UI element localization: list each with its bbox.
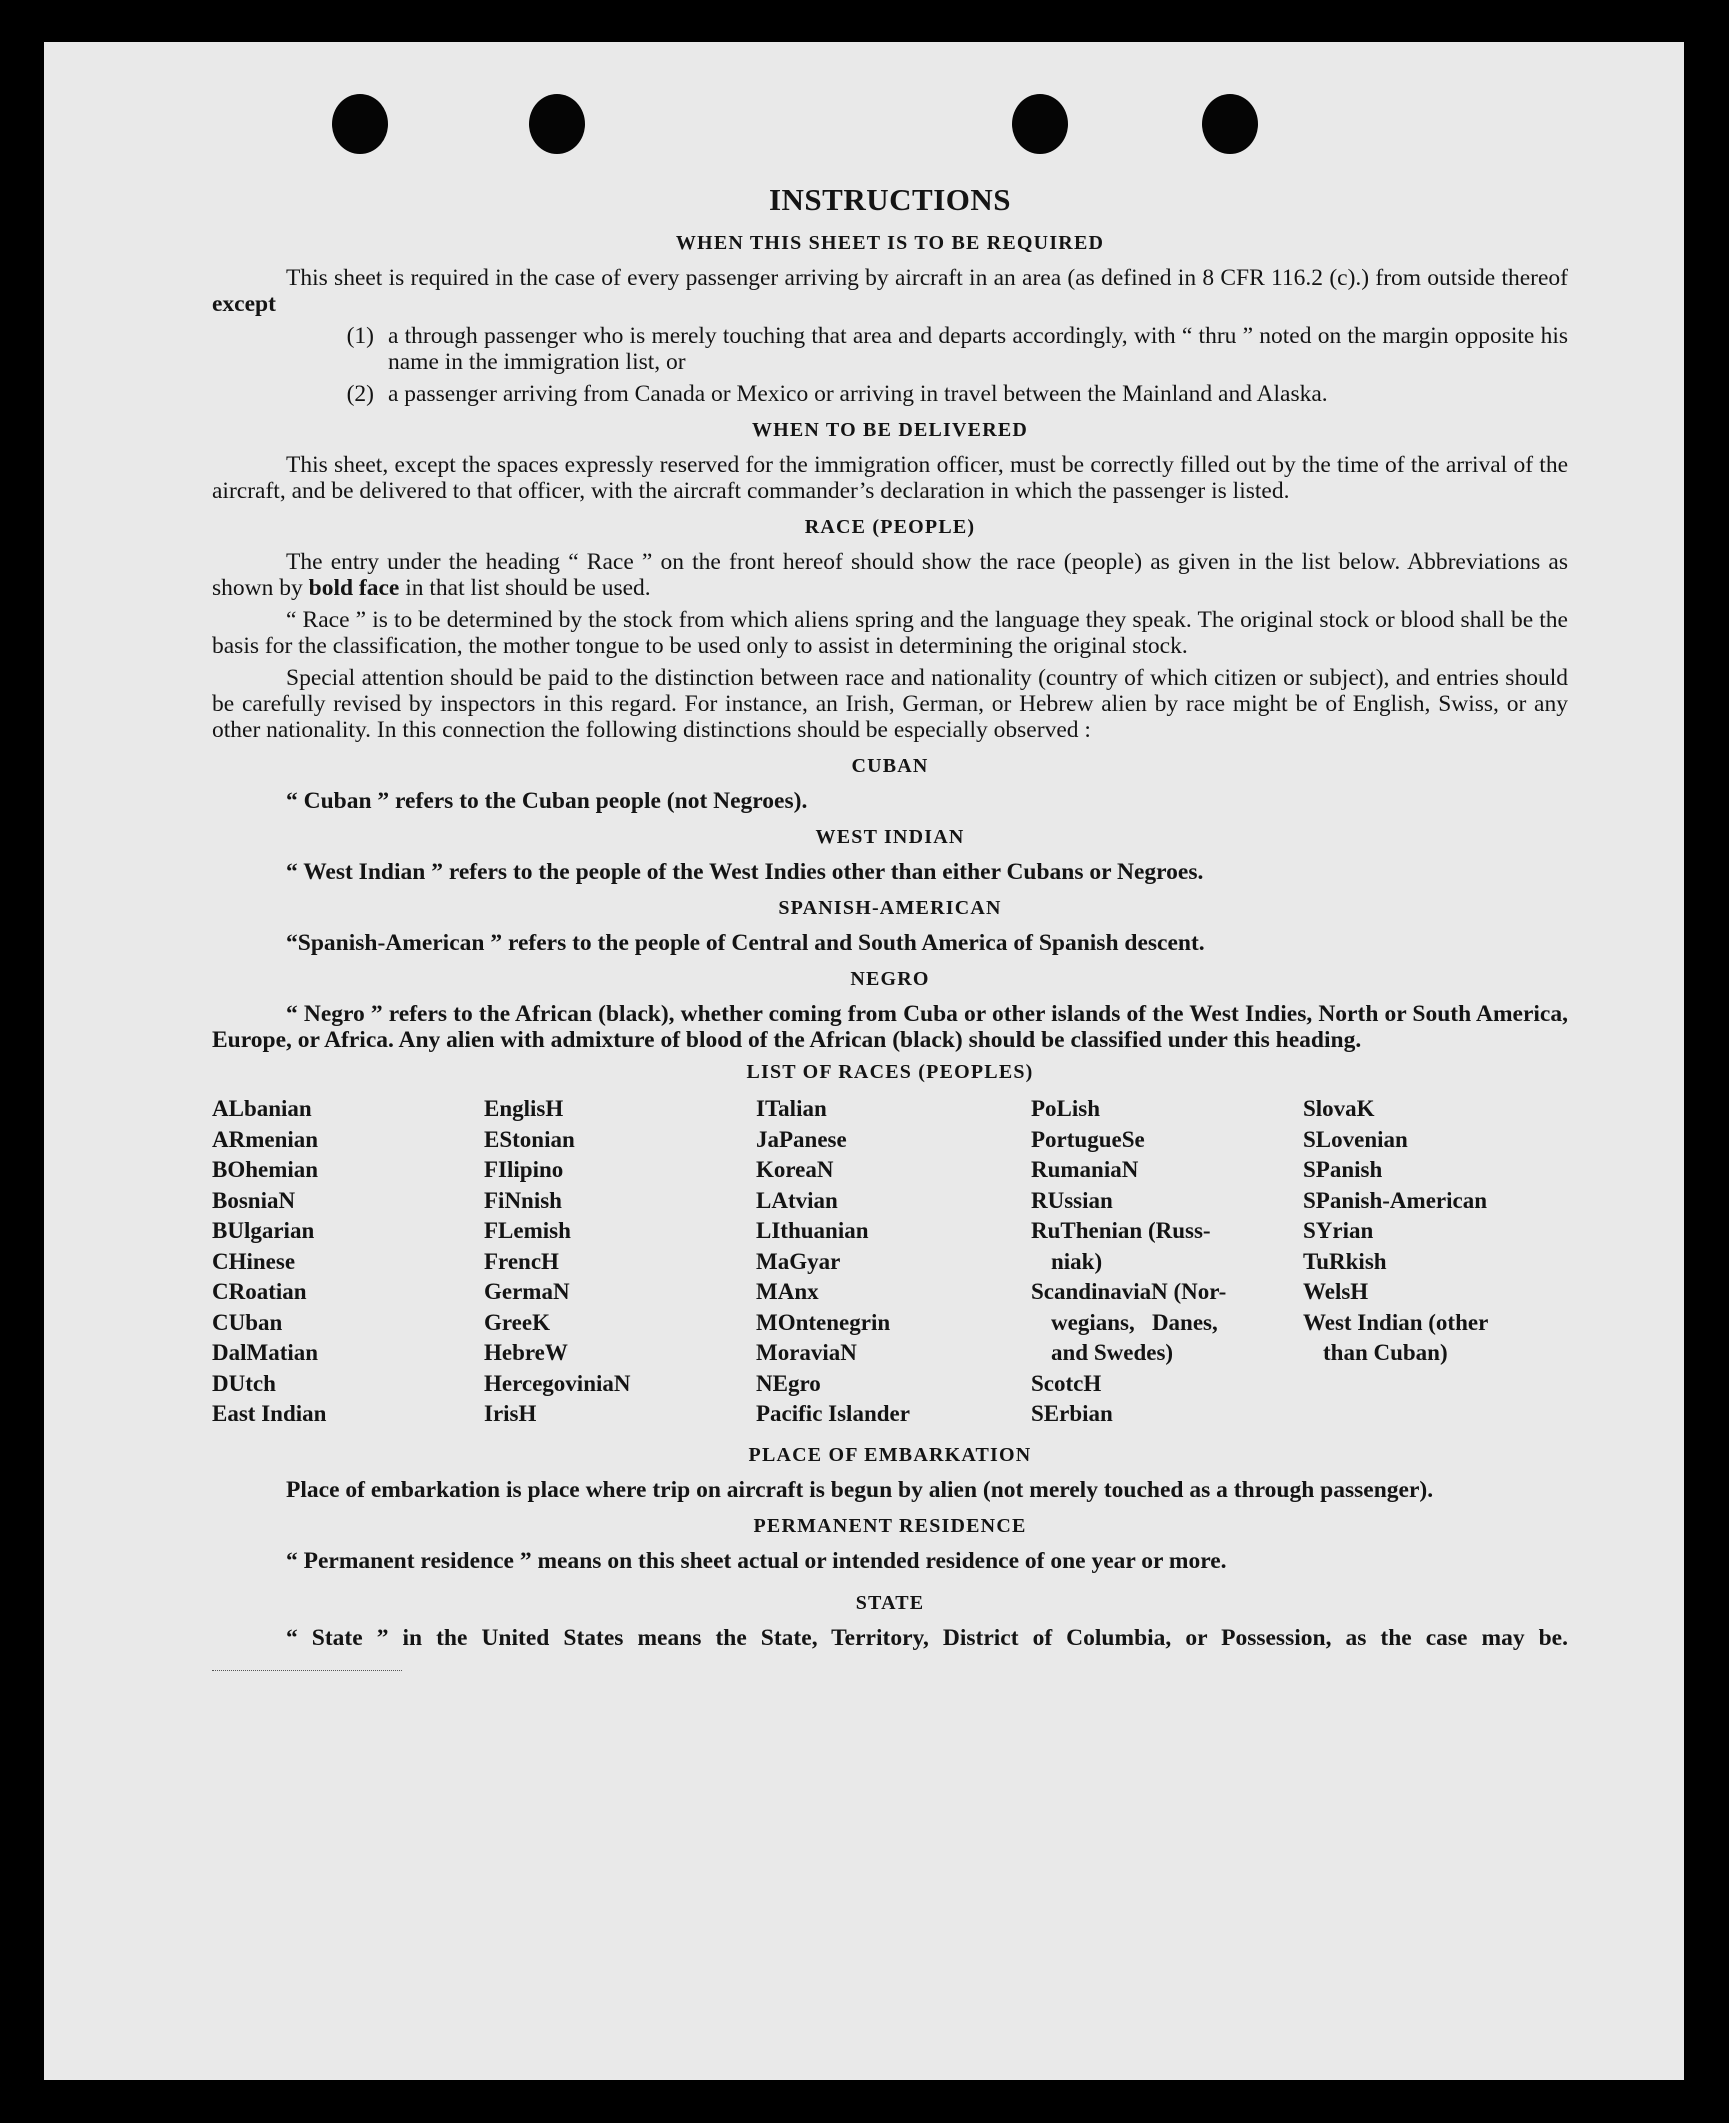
race-entry: FIlipino — [484, 1157, 564, 1182]
race-entry-continued: and Swedes) — [1051, 1340, 1174, 1365]
race-entry: ScandinaviaN (Nor- — [1031, 1279, 1227, 1304]
page-title: INSTRUCTIONS — [768, 182, 1011, 217]
race-entry: RUssian — [1031, 1187, 1113, 1213]
race-entry: BosniaN — [212, 1187, 296, 1213]
race-entry: FrencH — [484, 1248, 559, 1274]
race-entry: CUban — [212, 1309, 283, 1335]
heading-permanent-residence: PERMANENT RESIDENCE — [753, 1514, 1027, 1537]
races-column-1 — [212, 1094, 484, 1430]
races-column-2 — [484, 1094, 756, 1430]
race-entry: KoreaN — [756, 1157, 834, 1182]
race-entry: ScotcH — [1031, 1370, 1102, 1396]
residence-definition: “ Permanent residence ” means on this sheet actual or intended residence of one year or more. — [286, 1547, 1227, 1574]
heading-west-indian: WEST INDIAN — [815, 826, 965, 848]
race-entry: TuRkish — [1303, 1248, 1387, 1274]
race-entry: DalMatian — [212, 1340, 319, 1365]
punch-hole-4 — [1202, 94, 1258, 154]
west-indian-definition: “ West Indian ” refers to the people of the West Indies other than either Cubans or Negroes. — [286, 859, 1204, 885]
race-entry: East Indian — [212, 1401, 327, 1426]
document-sheet — [44, 42, 1684, 2080]
heading-race: RACE (PEOPLE) — [804, 516, 976, 538]
heading-place-of-embarkation: PLACE OF EMBARKATION — [748, 1443, 1032, 1466]
race-entry: GermaN — [484, 1279, 570, 1304]
race-paragraph-1: The entry under the heading “ Race ” on the front hereof should show the race (people) as given in the list below. Abbreviations as shown by bold face in that list should be used. — [212, 549, 1568, 601]
race-entry: Pacific Islander — [756, 1401, 910, 1426]
heading-cuban: CUBAN — [851, 755, 929, 777]
race-entry: CHinese — [212, 1248, 296, 1274]
heading-spanish-american: SPANISH-AMERICAN — [778, 897, 1002, 919]
required-intro: This sheet is required in the case of every passenger arriving by aircraft in an area (as defined in 8 CFR 116.2 (c).) from outside thereof except — [212, 265, 1568, 317]
race-entry: DUtch — [212, 1370, 276, 1396]
embarkation-definition: Place of embarkation is place where trip on aircraft is begun by alien (not merely touched as a through passenger). — [286, 1476, 1434, 1503]
heading-state: STATE — [855, 1591, 925, 1614]
race-entry: LAtvian — [756, 1187, 838, 1213]
race-entry: GreeK — [484, 1309, 550, 1335]
race-entry: SPanish-American — [1303, 1187, 1487, 1213]
heading-when-delivered: WHEN TO BE DELIVERED — [751, 419, 1029, 441]
race-entry: EnglisH — [484, 1096, 564, 1121]
races-column-3 — [756, 1094, 1031, 1430]
race-entry: ALbanian — [212, 1096, 312, 1121]
punch-hole-2 — [529, 94, 585, 154]
instructions-body — [212, 182, 1568, 1683]
race-entry: SlovaK — [1303, 1096, 1375, 1121]
race-entry: BOhemian — [212, 1157, 319, 1182]
race-entry: FiNnish — [484, 1187, 562, 1213]
race-entry: MAnx — [756, 1279, 819, 1304]
race-entry: SErbian — [1031, 1401, 1113, 1426]
race-entry: NEgro — [756, 1370, 821, 1396]
race-entry: PoLish — [1031, 1096, 1101, 1121]
race-entry: HebreW — [484, 1340, 568, 1365]
race-entry-continued: wegians, Danes, — [1051, 1309, 1218, 1335]
races-column-4 — [1031, 1094, 1303, 1430]
race-entry: EStonian — [484, 1126, 575, 1152]
race-entry: ARmenian — [212, 1126, 319, 1152]
state-definition: “ State ” in the United States means the State, Territory, District of Columbia, or Possession, as the case may be. — [212, 1625, 1568, 1677]
race-entry: SPanish — [1303, 1157, 1383, 1182]
race-entry: JaPanese — [756, 1126, 847, 1152]
race-entry: PortugueSe — [1031, 1126, 1145, 1152]
race-entry: RumaniaN — [1031, 1157, 1139, 1182]
race-entry: RuThenian (Russ- — [1031, 1218, 1211, 1243]
race-entry: West Indian (other — [1303, 1309, 1489, 1335]
punch-hole-1 — [332, 94, 388, 154]
punch-hole-3 — [1012, 94, 1068, 154]
race-entry: FLemish — [484, 1218, 571, 1243]
race-entry-continued: than Cuban) — [1323, 1340, 1448, 1365]
negro-definition: “ Negro ” refers to the African (black), whether coming from Cuba or other islands of the West Indies, North or South America, Europe, or Africa. Any alien with admixture of blood of the African (black) should be classified under this heading. — [212, 1001, 1568, 1053]
race-entry: BUlgarian — [212, 1218, 315, 1243]
spanish-american-definition: “Spanish-American ” refers to the people of Central and South America of Spanish descent. — [286, 930, 1205, 956]
exception-item: (1) a through passenger who is merely touching that area and departs accordingly, with “ thru ” noted on the margin opposite his name in the immigration list, or — [346, 323, 1568, 375]
race-entry: CRoatian — [212, 1279, 307, 1304]
cuban-definition: “ Cuban ” refers to the Cuban people (not Negroes). — [286, 788, 808, 814]
race-entry: WelsH — [1303, 1279, 1369, 1304]
race-entry: HercegoviniaN — [484, 1370, 631, 1396]
race-entry: MOntenegrin — [756, 1309, 891, 1335]
race-entry: MaGyar — [756, 1248, 841, 1274]
heading-negro: NEGRO — [850, 968, 930, 990]
race-paragraph-3: Special attention should be paid to the distinction between race and nationality (country of which citizen or subject), and entries should be carefully revised by inspectors in this regard. For instance, an Irish, German, or Hebrew alien by race might be of English, Swiss, or any other nationality. In this connection the following distinctions should be especially observed : — [212, 665, 1568, 743]
race-entry: LIthuanian — [756, 1218, 869, 1243]
races-list — [212, 1094, 1568, 1430]
race-entry: MoraviaN — [756, 1340, 857, 1365]
heading-when-required: WHEN THIS SHEET IS TO BE REQUIRED — [675, 232, 1105, 254]
heading-list-of-races: LIST OF RACES (PEOPLES) — [746, 1061, 1034, 1083]
dotted-blank-line — [212, 1670, 402, 1671]
race-entry: ITalian — [756, 1096, 827, 1121]
race-entry: SLovenian — [1303, 1126, 1408, 1152]
race-entry: IrisH — [484, 1401, 537, 1426]
exception-item: (2) a passenger arriving from Canada or Mexico or arriving in travel between the Mainland and Alaska. — [346, 381, 1328, 407]
race-entry: SYrian — [1303, 1218, 1374, 1243]
race-entry-continued: niak) — [1051, 1248, 1103, 1274]
delivered-text: This sheet, except the spaces expressly reserved for the immigration officer, must be correctly filled out by the time of the arrival of the aircraft, and be delivered to that officer, with the aircraft commander’s declaration in which the passenger is listed. — [212, 452, 1568, 504]
races-column-5 — [1303, 1094, 1568, 1430]
race-paragraph-2: “ Race ” is to be determined by the stock from which aliens spring and the language they speak. The original stock or blood shall be the basis for the classification, the mother tongue to be used only to assist in determining the original stock. — [212, 607, 1568, 659]
